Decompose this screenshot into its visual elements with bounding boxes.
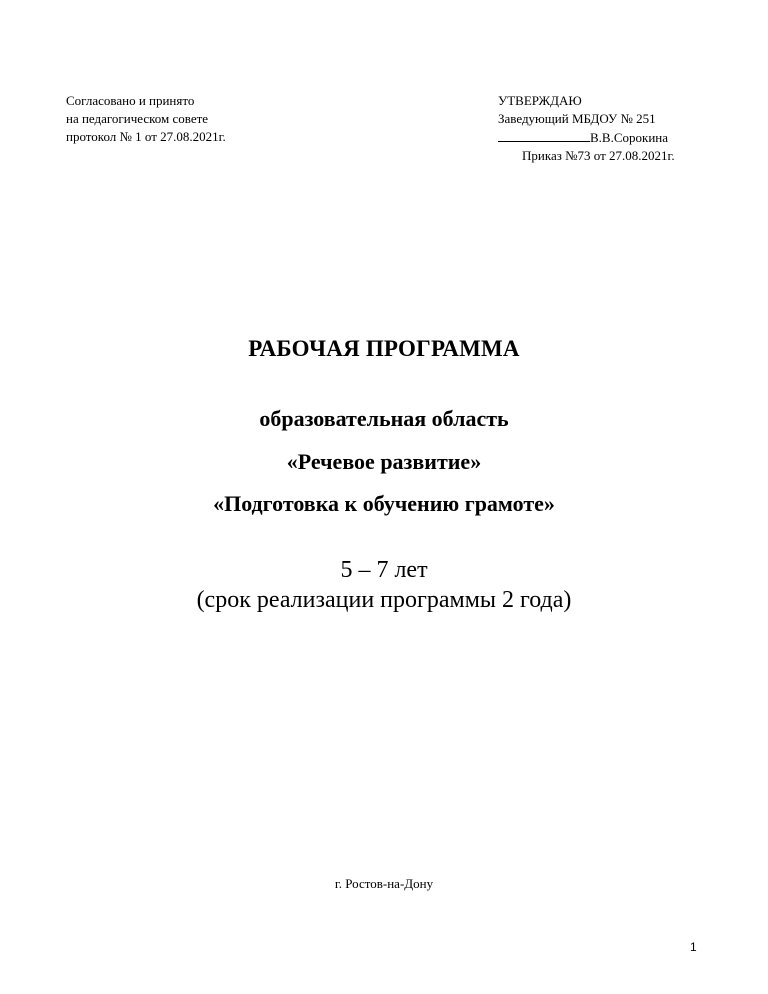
approval-left-block — [66, 92, 226, 146]
area-label: образовательная область — [259, 406, 509, 431]
approval-right-block — [498, 92, 675, 165]
age-range: 5 – 7 лет — [340, 557, 428, 583]
area-name: «Речевое развитие» — [286, 449, 482, 474]
approval-signer: В.В.Сорокина — [590, 130, 669, 145]
page-number: 1 — [690, 940, 697, 954]
approval-left-line-2: на педагогическом совете — [66, 111, 209, 126]
approval-position: Заведующий МБДОУ № 251 — [498, 111, 656, 126]
approval-heading: УТВЕРЖДАЮ — [498, 93, 582, 108]
approval-order: Приказ №73 от 27.08.2021г. — [522, 148, 675, 163]
document-title: РАБОЧАЯ ПРОГРАММА — [248, 336, 520, 361]
approval-left-line-3: протокол № 1 от 27.08.2021г. — [66, 129, 226, 144]
program-duration: (срок реализации программы 2 года) — [196, 587, 572, 613]
signature-line — [498, 128, 590, 142]
city: г. Ростов-на-Дону — [334, 876, 434, 891]
course-name: «Подготовка к обучению грамоте» — [213, 491, 555, 516]
approval-signature-row — [498, 128, 675, 147]
approval-left-line-1: Согласовано и принято — [66, 93, 195, 108]
